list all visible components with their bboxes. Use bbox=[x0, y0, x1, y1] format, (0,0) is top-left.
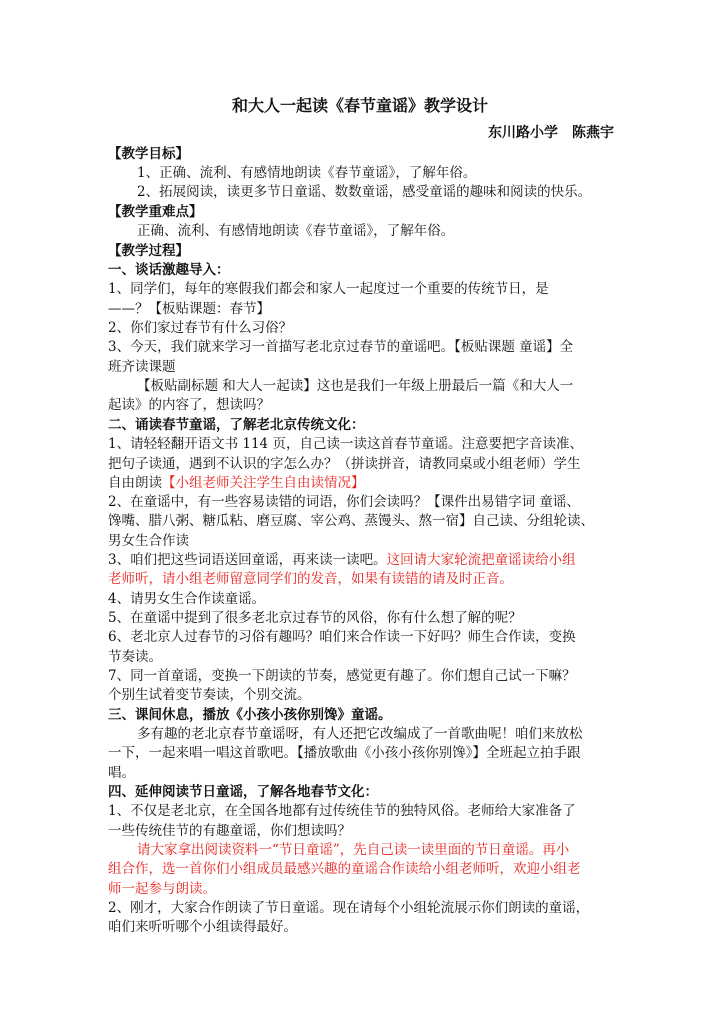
teacher-note: 这回请大家轮流把童谣读给小组 bbox=[386, 552, 576, 568]
paragraph-line: 1、正确、流利、有感情地朗读《春节童谣》，了解年俗。 bbox=[137, 165, 477, 181]
document-title: 和大人一起读《春节童谣》教学设计 bbox=[231, 96, 488, 115]
paragraph-line: 7、同一首童谣，变换一下朗读的节奏，感觉更有趣了。你们想自己试一下嘛？ bbox=[108, 668, 576, 684]
paragraph-line: 2、拓展阅读，读更多节日童谣、数数童谣，感受童谣的趣味和阅读的快乐。 bbox=[137, 184, 592, 200]
paragraph-line: ——？【板贴课题：春节】 bbox=[108, 301, 270, 317]
paragraph-line: 5、在童谣中提到了很多老北京过春节的风俗，你有什么想了解的呢？ bbox=[108, 610, 522, 626]
paragraph-line: 男女生合作读 bbox=[108, 533, 189, 549]
paragraph-line: 正确、流利、有感情地朗读《春节童谣》，了解年俗。 bbox=[137, 223, 455, 239]
teacher-note: 【小组老师关注学生自由读情况】 bbox=[162, 475, 365, 491]
paragraph-line: 班齐读课题 bbox=[108, 359, 176, 375]
paragraph-line: 【板贴副标题 和大人一起读】这也是我们一年级上册最后一篇《和大人一 bbox=[137, 378, 574, 394]
paragraph-line: 2、刚才，大家合作朗读了节日童谣。现在请每个小组轮流展示你们朗读的童谣， bbox=[108, 900, 590, 916]
paragraph-line-mixed bbox=[108, 551, 576, 569]
paragraph-line: 个别生试着变节奏读，个别交流。 bbox=[108, 687, 311, 703]
teacher-note-line: 组合作，选一首你们小组成员最感兴趣的童谣合作读给小组老师听，欢迎小组老 bbox=[108, 861, 581, 877]
paragraph-line: 一些传统佳节的有趣童谣，你们想读吗？ bbox=[108, 823, 351, 839]
author-line: 东川路小学 陈燕宇 bbox=[488, 125, 614, 141]
section-heading-process: 【教学过程】 bbox=[108, 243, 189, 259]
paragraph-line: 唱。 bbox=[108, 765, 135, 781]
section-heading-goals: 【教学目标】 bbox=[108, 146, 189, 162]
plain-text: 3、咱们把这些词语送回童谣，再来读一读吧。 bbox=[108, 552, 387, 568]
paragraph-line: 2、在童谣中，有一些容易读错的词语，你们会读吗？【课件出易错字词 童谣、 bbox=[108, 494, 580, 510]
subheading-intro: 一、谈话激趣导入： bbox=[108, 262, 230, 278]
paragraph-line: 节奏读。 bbox=[108, 649, 162, 665]
paragraph-line: 3、今天，我们就来学习一首描写老北京过春节的童谣吧。【板贴课题 童谣】全 bbox=[108, 339, 574, 355]
paragraph-line: 把句子读通，遇到不认识的字怎么办？（拼读拼音，请教同桌或小组老师）学生 bbox=[108, 456, 581, 472]
paragraph-line: 馋嘴、腊八粥、糖瓜粘、磨豆腐、宰公鸡、蒸馒头、熬一宿】自己读、分组轮读、 bbox=[108, 513, 594, 529]
teacher-note-line: 请大家拿出阅读资料一“节日童谣”，先自己读一读里面的节日童谣。再小 bbox=[137, 842, 570, 858]
paragraph-line: 4、请男女生合作读童谣。 bbox=[108, 591, 266, 607]
teacher-note-line: 师一起参与朗读。 bbox=[108, 881, 216, 897]
paragraph-line: 1、同学们，每年的寒假我们都会和家人一起度过一个重要的传统节日，是 bbox=[108, 281, 549, 297]
teacher-note-line: 老师听，请小组老师留意同学们的发音，如果有读错的请及时正音。 bbox=[108, 571, 513, 587]
paragraph-line: 咱们来听听哪个小组读得最好。 bbox=[108, 919, 297, 935]
paragraph-line: 一下，一起来唱一唱这首歌吧。【播放歌曲《小孩小孩你别馋》】全班起立拍手跟 bbox=[108, 745, 581, 761]
paragraph-line: 1、请轻轻翻开语文书 114 页，自己读一读这首春节童谣。注意要把字音读准、 bbox=[108, 436, 583, 452]
subheading-reading: 二、诵读春节童谣，了解老北京传统文化： bbox=[108, 417, 365, 433]
plain-text: 自由朗读 bbox=[108, 475, 162, 491]
paragraph-line: 2、你们家过春节有什么习俗？ bbox=[108, 320, 293, 336]
paragraph-line: 6、老北京人过春节的习俗有趣吗？咱们来合作读一下好吗？师生合作读，变换 bbox=[108, 629, 576, 645]
paragraph-line-mixed bbox=[108, 474, 365, 492]
paragraph-line: 1、不仅是老北京，在全国各地都有过传统佳节的独特风俗。老师给大家准备了 bbox=[108, 803, 576, 819]
section-heading-keypoints: 【教学重难点】 bbox=[108, 204, 203, 220]
subheading-break: 三、课间休息，播放《小孩小孩你别馋》童谣。 bbox=[108, 707, 392, 723]
paragraph-line: 起读》的内容了，想读吗？ bbox=[108, 397, 270, 413]
paragraph-line: 多有趣的老北京春节童谣呀，有人还把它改编成了一首歌曲呢！咱们来放松 bbox=[137, 726, 583, 742]
subheading-extension: 四、延伸阅读节日童谣，了解各地春节文化： bbox=[108, 784, 378, 800]
